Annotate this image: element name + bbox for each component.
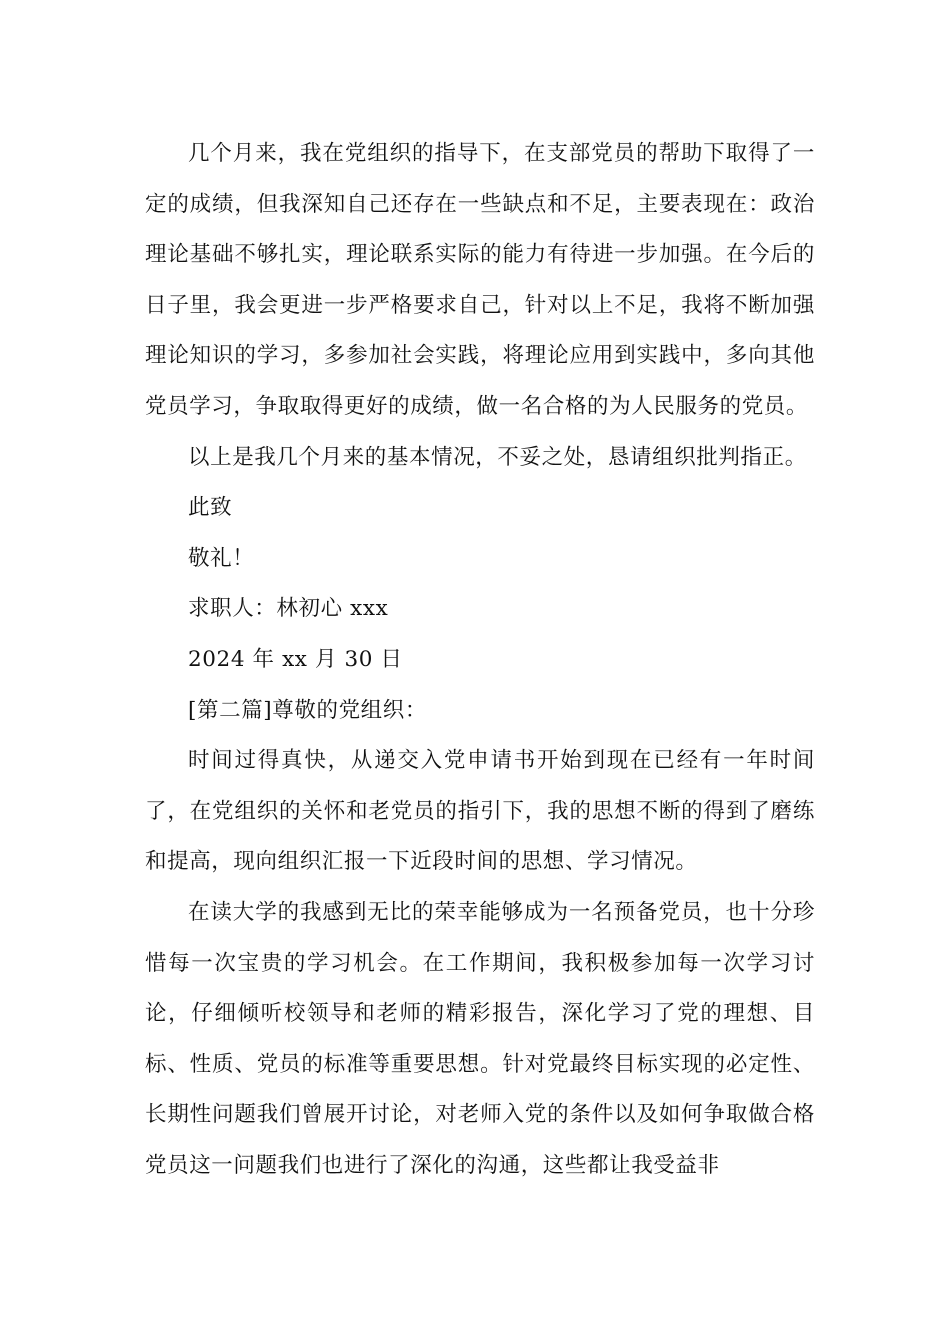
paragraph-3: 时间过得真快，从递交入党申请书开始到现在已经有一年时间了，在党组织的关怀和老党员的指引下，我的思想不断的得到了磨练和提高，现向组织汇报一下近段时间的思想、学习情况。 [145,748,815,875]
date-line: 2024 年 xx 月 30 日 [188,646,403,672]
paragraph-2: 以上是我几个月来的基本情况，不妥之处，恳请组织批判指正。 [188,444,807,470]
closing-line-2: 敬礼！ [188,545,255,571]
paragraph-4: 在读大学的我感到无比的荣幸能够成为一名预备党员，也十分珍惜每一次宝贵的学习机会。在工作期间，我积极参加每一次学习讨论，仔细倾听校领导和老师的精彩报告，深化学习了党的理想、目标、性质、党员的标准等重要思想。针对党最终目标实现的必定性、长期性问题我们曾展开讨论，对老师入党的条件以及如何争取做合格党员这一问题我们也进行了深化的沟通，这些都让我受益非 [145,899,815,1178]
closing-line-1: 此致 [188,495,233,521]
signature-line: 求职人：林初心 xxx [188,596,389,622]
document-body [145,129,815,1191]
paragraph-1: 几个月来，我在党组织的指导下，在支部党员的帮助下取得了一定的成绩，但我深知自己还存在一些缺点和不足，主要表现在：政治理论基础不够扎实，理论联系实际的能力有待进一步加强。在今后的日子里，我会更进一步严格要求自己，针对以上不足，我将不断加强理论知识的学习，多参加社会实践，将理论应用到实践中，多向其他党员学习，争取取得更好的成绩，做一名合格的为人民服务的党员。 [145,141,815,419]
section-heading: [第二篇]尊敬的党组织： [188,697,427,723]
